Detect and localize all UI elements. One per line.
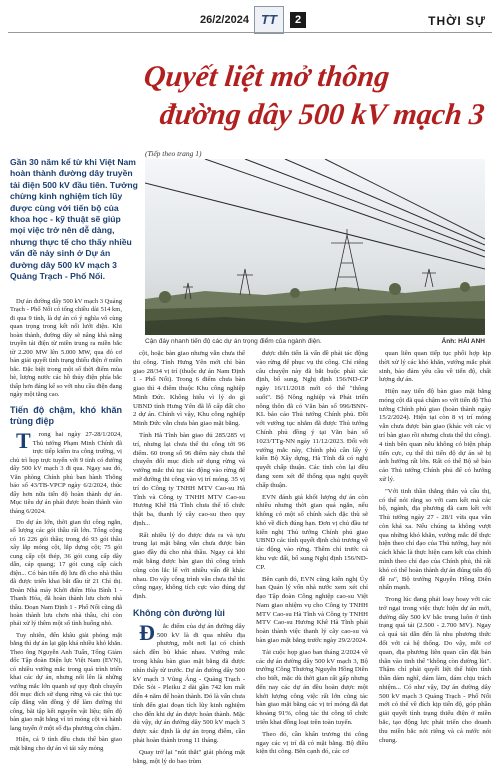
paragraph: Đ ắc điểm của dự án đường dây 500 kV là đi qua nhiều địa phương, mỗi nơi lại có chính sách đền bù khác nhau. Vướng mắc trong khâu bàn giao mặt bằng đã được nhìn thấy từ trước. Dự án đường dây 500 kV mạch 3 Vũng Áng - Quảng Trạch - Dốc Sỏi - Pleiku 2 dài gần 742 km mất đến 4 năm để hoàn thành. Đó là vấn chưa tính đến giai đoạn tích lũy kinh nghiệm cho đến khi dự án được hoàn thành. Mặc dù vậy, dự án đường dây 500 kV mạch 3 được xác định là dự án trọng điểm, cần phải hoàn thành trong 11 tháng.: [133, 619, 245, 745]
drop-cap: T: [16, 428, 31, 454]
paragraph: Theo đó, cần khẩn trương thi công ngay các vị trí đã có mặt bằng. Bộ điều kiện thi công. Bên cạnh đó, các cơ: [256, 730, 368, 756]
photo-credit: Ảnh: HẢI ANH: [441, 338, 485, 345]
drop-cap: Đ: [139, 619, 155, 645]
article-photo: [145, 159, 485, 335]
paragraph: "Với tinh thần thắng thắn và cầu thị, có thể nói rằng so với cam kết mà các bộ, ngành, địa phương đã cam kết với Thủ tướng ngày 27 - 28/1 vừa qua vẫn còn khá xa. Nếu chúng ta không vượt qua những khó khăn, vướng mắc để thực hiện theo chỉ đạo của Thủ tướng, hay nói cách khác là thực hiện cam kết của chính mình theo chỉ đạo của Chính phủ, thì rất khó có thể hoàn thành dự án đúng tiến độ đề ra", Bộ trưởng Nguyễn Hồng Diên nhấn mạnh.: [379, 487, 491, 592]
paragraph: được diễn tiến là vấn đề phải tác động vào rừng để phục vụ thi công. Chỉ riêng câu chuyện này đã bắt buộc phải xác định, bổ sung, Nghị định 156/ND-CP ngày 16/11/2018 mới có thể "thông suốt". Bộ Nông nghiệp và Phát triển nông thôn đã có Văn bản số 996/BNN-KL báo cáo Thủ tướng Chính phủ. Đồi với vướng tục nhằm đã được Thủ tướng Chính phủ đồng ý tại Văn bản số 1023/TTg-NN ngày 11/12/2023. Đối với vướng mắc này, Chính phủ cần lấy ý kiến Bộ Xây dựng, Hà Tĩnh đã có nghị quyết chấp thuận. Các tỉnh còn lại đều đang xem xét để thống qua nghị quyết chấp thuận.: [256, 350, 368, 489]
paragraph: Dự án đường dây 500 kV mạch 3 Quảng Trạch - Phố Nối có tổng chiều dài 514 km, đi qua 9 tỉnh, là dự án có ý nghĩa vô cùng quan trọng trong kết nối lưới điện. Khi hoàn thành, đường dây sẽ nâng khả năng truyền tải điện từ miền trung ra miền bắc từ 2.200 MW lên 5.000 MW, qua đó cơ bản giải quyết tình trạng thiếu điện ở miền bắc. Đặc biệt trong một số thời điểm mùa hè, lượng nước các hồ thủy điện phía bắc thấp hơn đáng kể so với nhu cầu điện đang ngày một tăng cao.: [10, 298, 122, 398]
subheading: Tiến độ chậm, khó khăn trùng điệp: [10, 405, 122, 427]
headline-line-2: đường dây 500 kV mạch 3: [158, 98, 487, 131]
paragraph: Trong lúc đang phải loay hoay với các trở ngại trong việc thực hiện dự án mới, đường dây 500 kV bắc trung luôn ở tình trạng quá tải (2.500 - 2.700 MV). Ngay cả quá tải dẫn đến là nhu phương thức đối với cả hệ thống. Do vậy, mỗi cơ quan, địa phương liên quan cần đặt bản thân vào tinh thể "không còn đường lùi". Thậm chí phải quyết liệt thể hiện tính thần dám nghĩ, dám làm, dám chịu trách nhiệm... Có như vậy, Dự án đường dây 500 kV mạch 3 Quảng Trạch - Phố Nối mới có thể về đích kịp tiến độ, góp phần giải quyết tình trạng thiếu điện ở miền bắc, tạo động lực phát triển cho doanh thu miền bắc nói riêng và cả nước nói chung.: [379, 596, 491, 744]
photo-caption: [145, 338, 485, 345]
page-header: [0, 0, 500, 34]
issue-date: 26/2/2024: [200, 14, 249, 26]
header-divider: [8, 32, 492, 33]
page-number: 2: [290, 12, 306, 28]
article-lead: Gần 30 năm kể từ khi Việt Nam hoàn thành đường dây truyền tải điện 500 kV đầu tiên. Tưởng chừng kinh nghiệm tích lũy được cùng với tiến bộ của khoa học - kỹ thuật sẽ giúp mọi việc trở nên dễ dàng, nhưng thực tế cho thấy nhiều vấn đề nảy sinh ở Dự án đường dây 500 kV mạch 3 Quảng Trạch - Phố Nối.: [10, 157, 138, 282]
text-column-4: [379, 350, 491, 748]
paragraph: Bên cạnh đó, EVN cũng kiến nghị Ủy ban Quản lý vốn nhà nước xem xét chỉ đạo Tập đoàn Công nghiệp cao-su Việt Nam giao nhiệm vụ cho Công ty TNHH MTV Cao-su Hà Tĩnh và Công ty TNHH MTV Cao-su Hương Khê Hà Tĩnh phải hoàn thành việc thanh lý cây cao-su và bàn giao mặt bằng trước ngày 29/2/2024.: [256, 575, 368, 644]
continued-note: (Tiếp theo trang 1): [145, 149, 202, 158]
article-headline: [126, 58, 494, 134]
paragraph: Tỉnh Hà Tĩnh bàn giao đủ 285/285 vị trí, nhưng lại chưa thể thi công tới 96 điểm. 60 trong số 96 điểm này chưa thể chuyển đổi mục đích sử dụng rừng và vướng mắc thủ tục tác động vào rừng để mở đường thi công vào vị trí móng. 35 vị trí do Công ty TNHH MTV Cao-su Hà Tĩnh và Công ty TNHH MTV Cao-su Hương Khê Hà Tĩnh chưa thể tổ chức thật ba, thanh lý cây cao-su theo quy định...: [133, 432, 245, 527]
paragraph: Tài cuộc họp giao ban tháng 2/2024 về các dự án đường dây 500 kV mạch 3, Bộ trưởng Công Thương Nguyễn Hồng Diên cho biết, mặc dù thời gian rất gấp nhưng đến nay các dự án đều hoàn được một khởi lượng công việc rất lớn cũng tác bàn giao mặt bằng các vị trí móng đã đạt khoảng 91%, công tác thi công tổ chức triển khai đồng loạt trên toàn tuyến.: [256, 648, 369, 727]
subheading: Không còn đường lùi: [133, 607, 225, 618]
paragraph: Do dự án lớn, thời gian thi công ngắn, số lượng các gói thầu rất lớn. Tổng cộng có 16 226 gói thầu; trong đó 93 gói thầu xây lắp móng cột, lắp dựng cột; 75 gói cung cấp cột thép, 36 gói cung cấp dây dẫn, cáp quang; 17 gói cung cấp cách điện... Có bản tiến độ lưu đồ cho nhà thầu đã được triển khai bắt đầu từ 21 Chỉ thị. Đoàn Nhà máy Khởi điểm Hòa Bình 1 - Thanh Hóa, đã hoàn thành lưu chơn nhà thầu. Đoạn Nam Định 1 - Phố Nối cũng đã hoàn thành lưu chơn nhà thầu, chỉ còn phải xử lý thêm một số tình huống nhỏ.: [10, 518, 122, 628]
paragraph: Hiện, cả 9 tỉnh đều chưa thể bàn giao mặt bằng cho dự án vì tái xây móng: [10, 736, 122, 752]
paragraph: Rất nhiều lý do được đưa ra và tựu trung lại mặt bằng vẫn chưa được bàn giao đầy đủ cho nhà thầu. Ngay cả khi mặt bằng được bàn giao thì công trình cũng còn lắc lể với nhiều vấn đề khác nhau. Do vậy công trình vẫn chưa thể thi công ngay, không tích cực vào đúng dự định.: [133, 531, 245, 601]
paragraph: T rong hai ngày 27-28/1/2024, Thủ tướng Phạm Minh Chính đã trực tiếp kiểm tra công trường, vị chủ trì họp trực tuyến với 9 tỉnh có đường dây 500 kV mạch 3 đi qua. Ngay sau đó, Văn phòng Chính phủ ban hành Thông báo số 43/TB-VPCP ngày 6/2/2024, thúc đẩy hơn nữa tiến độ hoàn thành dự án. Mục tiêu dự án phải được hoàn thành vào tháng 6/2024.: [10, 428, 122, 515]
paragraph: Hiện nay tiến độ bàn giao mặt bằng móng cột đã quá chậm so với tiến độ Thủ tướng Chính phủ giao (hoàn thành ngày 15/2/2024). Hiện tại còn 8 vị trí móng vẫn chưa được bàn giao (khác với các vị trí bàn giao rồi nhưng chưa thể thi công). 4 tỉnh bên quan nêu không có biện pháp tiến cực, cụ thể thì tiến độ dự án sẽ bị ảnh hưởng rất lớn. Rất có thể Bộ sẽ báo cáo Thủ tướng Chính phủ để có hướng xử lý.: [379, 388, 491, 483]
paragraph: cột, hoặc bàn giao nhưng vẫn chưa thể thi công. Tỉnh Hưng Yên mới chỉ bàn giao 28/34 vị trí (thuộc dự án Nam Định 1 - Phố Nối). Trong 6 điểm chưa bàn giao thì 4 điểm thuộc Khu công nghiệp Minh Đức. Không hiểu vì lý do gì UBND tỉnh Hưng Yên đã lỗ cấp đất cho 2 dự án. Chính vì vậy, Khu công nghiệp Minh Đức vẫn chưa bàn giao mặt bằng.: [133, 350, 245, 428]
text-column-3: [256, 350, 368, 760]
section-name: THỜI SỰ: [428, 14, 486, 28]
paragraph: quan liên quan tiếp tục phối hợp kịp thời xử lý các khó khăn, vướng mắc phát sinh, bảo đảm yêu cầu về tiến độ, chất lượng dự án.: [379, 350, 491, 384]
paragraph: Tuy nhiên, đến khâu giải phóng mặt bằng thì dự án lại gặp khá nhiều khó khăn. Theo ông Nguyễn Anh Tuấn, Tổng Giám đốc Tập đoàn Điện lực Việt Nam (EVN), có nhiều vướng mắc trong quá trình triển khai các dự án, nhưng nổi lên là những vướng mắc lớn quanh sự quy định chuyển đổi mục đích sử dụng rừng và các thủ tục cấp đăng văn đồng ý để làm đường thi công, bãi tập kết nguyên vật liệu; tiến độ bàn giao mặt bằng vì trì móng cột và hành lang tuyến ở một số địa phương còn chậm.: [10, 631, 122, 732]
caption-text: Cận đáy nhanh tiến độ các dự án trọng điểm của ngành điện.: [145, 338, 322, 345]
headline-line-1: Quyết liệt mở thông: [142, 60, 392, 93]
paragraph: Quay trở lại "nút thắt" giải phóng mặt bằng, một lý do bao trùm: [133, 748, 245, 765]
text-column-1: [10, 298, 122, 756]
text-column-2: [133, 350, 245, 769]
paragraph: EVN đánh giá khối lượng dự án còn nhiều nhưng thời gian quá ngắn, nếu không có một số chính sách đặc thù sẽ khó về đích đúng hạn. Đơn vị chủ đầu tư kiến nghị Thủ tướng Chính phủ giao UBND các tỉnh quyết định chủ trương về tác động vào rừng. Thêm chỉ trước cả khu vực đất, bổ sung Nghị định 156/ND-CP.: [256, 493, 368, 571]
newspaper-logo: TT: [254, 6, 284, 34]
